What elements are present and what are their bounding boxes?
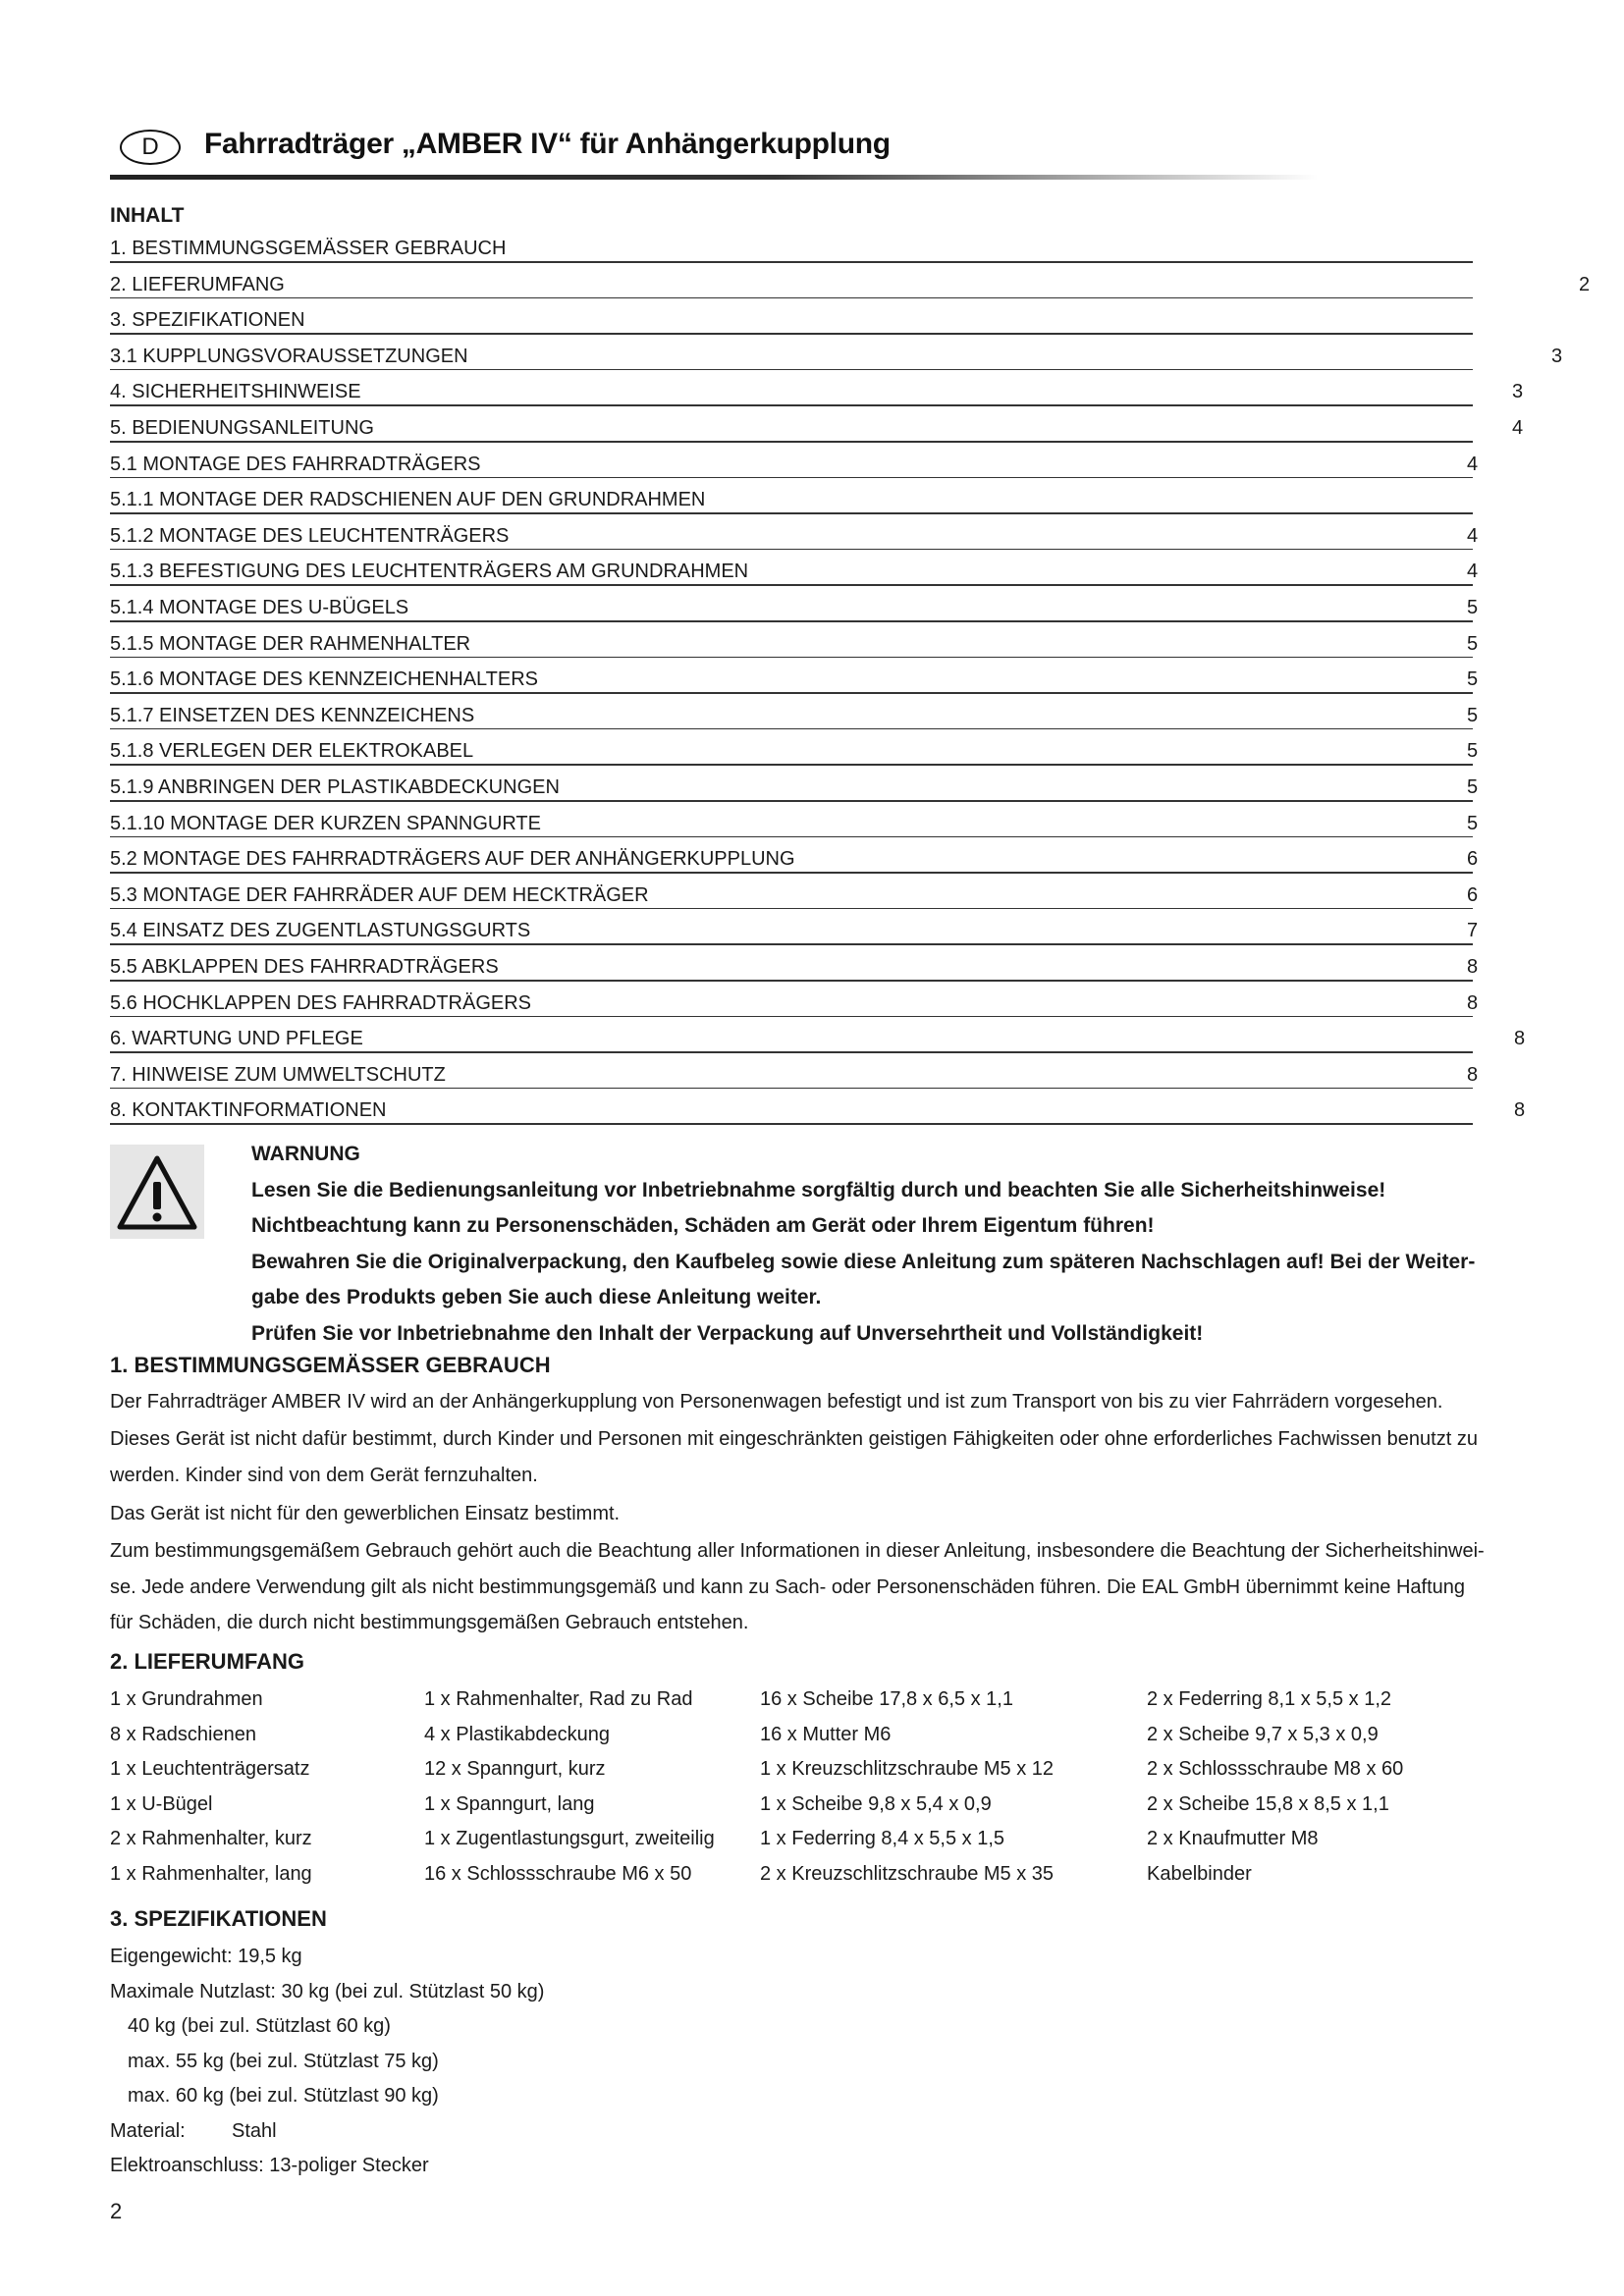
toc-leader-line	[110, 800, 1473, 802]
toc-leader-line	[110, 657, 1473, 659]
delivery-item: 1 x Grundrahmen	[110, 1688, 263, 1710]
usage-paragraph: Das Gerät ist nicht für den gewerblichen Einsatz bestimmt.	[110, 1503, 621, 1524]
toc-entry-label: 5.1 MONTAGE DES FAHRRADTRÄGERS	[110, 453, 481, 475]
toc-leader-line	[110, 369, 1473, 371]
toc-entry-label: 5.3 MONTAGE DER FAHRRÄDER AUF DEM HECKTRÄGER	[110, 883, 649, 906]
delivery-item: 1 x Scheibe 9,8 x 5,4 x 0,9	[760, 1792, 992, 1815]
delivery-item: 16 x Schlossschraube M6 x 50	[424, 1862, 692, 1885]
usage-paragraph: Der Fahrradträger AMBER IV wird an der Anhängerkupplung von Personenwagen befestigt und ist zum Transport von bis zu vier Fahrrädern vorgesehen.	[110, 1391, 1443, 1413]
toc-entry-page: 7	[1467, 920, 1479, 942]
delivery-item: 1 x Spanngurt, lang	[424, 1792, 595, 1815]
toc-entry-page: 4	[1512, 417, 1524, 439]
toc-entry	[110, 992, 1624, 1022]
delivery-item: 2 x Rahmenhalter, kurz	[110, 1828, 312, 1849]
toc-entry-label: 4. SICHERHEITSHINWEISE	[110, 381, 361, 403]
toc-entry-label: 5.4 EINSATZ DES ZUGENTLASTUNGSGURTS	[110, 920, 531, 942]
toc-entry	[110, 309, 1624, 339]
toc-leader-line	[110, 512, 1473, 514]
section-heading-delivery: 2. LIEFERUMFANG	[110, 1649, 305, 1674]
toc-entry-page: 6	[1467, 883, 1479, 906]
toc-entry-label: 5.1.4 MONTAGE DES U-BÜGELS	[110, 597, 409, 618]
toc-leader-line	[110, 297, 1473, 299]
toc-leader-line	[110, 728, 1473, 730]
spec-payload: 40 kg (bei zul. Stützlast 60 kg)	[128, 2015, 391, 2037]
toc-entry	[110, 920, 1624, 949]
toc-entry	[110, 1028, 1624, 1057]
toc-entry-label: 1. BESTIMMUNGSGEMÄSSER GEBRAUCH	[110, 238, 507, 259]
toc-entry	[110, 525, 1624, 555]
toc-entry-label: 7. HINWEISE ZUM UMWELTSCHUTZ	[110, 1063, 446, 1086]
section-heading-usage: 1. BESTIMMUNGSGEMÄSSER GEBRAUCH	[110, 1353, 551, 1377]
spec-payload: max. 55 kg (bei zul. Stützlast 75 kg)	[128, 2050, 439, 2072]
delivery-item: 4 x Plastikabdeckung	[424, 1723, 611, 1745]
toc-entry-page: 5	[1467, 776, 1479, 798]
toc-entry	[110, 381, 1624, 410]
toc-leader-line	[110, 872, 1473, 874]
toc-entry-page: 3	[1512, 381, 1524, 403]
section-heading-specs: 3. SPEZIFIKATIONEN	[110, 1906, 327, 1931]
toc-entry-page: 5	[1467, 812, 1479, 834]
toc-entry	[110, 776, 1624, 806]
toc-entry-page: 2	[1579, 273, 1591, 295]
toc-entry-page: 4	[1467, 453, 1479, 475]
page-title: Fahrradträger „AMBER IV“ für Anhängerkupplung	[204, 128, 891, 160]
delivery-item: 2 x Knaufmutter M8	[1147, 1828, 1319, 1849]
delivery-item: 16 x Mutter M6	[760, 1723, 892, 1745]
delivery-item: 2 x Schlossschraube M8 x 60	[1147, 1758, 1404, 1780]
toc-entry-label: 6. WARTUNG UND PFLEGE	[110, 1028, 363, 1050]
toc-leader-line	[110, 261, 1473, 263]
toc-entry-label: 5.1.5 MONTAGE DER RAHMENHALTER	[110, 632, 471, 655]
toc-entry-label: 5.1.2 MONTAGE DES LEUCHTENTRÄGERS	[110, 524, 510, 547]
toc-entry	[110, 346, 1624, 375]
warning-line: Nichtbeachtung kann zu Personenschäden, Schäden am Gerät oder Ihrem Eigentum führen!	[251, 1214, 1155, 1237]
delivery-column-2	[424, 1682, 715, 1892]
toc-entry	[110, 1064, 1624, 1094]
toc-entry	[110, 633, 1624, 663]
toc-entry-label: 5.5 ABKLAPPEN DES FAHRRADTRÄGERS	[110, 956, 499, 978]
toc-entry-label: 5.1.1 MONTAGE DER RADSCHIENEN AUF DEN GRUNDRAHMEN	[110, 489, 706, 511]
toc-entry	[110, 740, 1624, 770]
warning-line: Lesen Sie die Bedienungsanleitung vor Inbetriebnahme sorgfältig durch und beachten Sie alle Sicherheitshinweise!	[251, 1178, 1386, 1201]
warning-heading: WARNUNG	[251, 1143, 360, 1165]
toc-entry-label: 5.1.8 VERLEGEN DER ELEKTROKABEL	[110, 740, 474, 763]
toc-entry-page: 8	[1467, 991, 1479, 1014]
delivery-item: 1 x Rahmenhalter, Rad zu Rad	[424, 1688, 693, 1710]
toc-entry-page: 3	[1551, 345, 1563, 367]
toc-entry-page: 6	[1467, 848, 1479, 871]
delivery-item: 1 x Federring 8,4 x 5,5 x 1,5	[760, 1828, 1005, 1849]
toc-leader-line	[110, 1123, 1473, 1125]
delivery-item: 2 x Federring 8,1 x 5,5 x 1,2	[1147, 1688, 1392, 1710]
toc-entry-page: 8	[1514, 1028, 1526, 1050]
delivery-item: 1 x Leuchtenträgersatz	[110, 1758, 310, 1780]
page-number: 2	[110, 2199, 123, 2223]
toc-leader-line	[110, 1051, 1473, 1053]
delivery-column-1	[110, 1682, 312, 1892]
toc-entry	[110, 668, 1624, 698]
spec-payload: Maximale Nutzlast: 30 kg (bei zul. Stützlast 50 kg)	[110, 1980, 545, 2002]
delivery-item: Kabelbinder	[1147, 1862, 1252, 1885]
toc-entry-label: 5.1.3 BEFESTIGUNG DES LEUCHTENTRÄGERS AM GRUNDRAHMEN	[110, 561, 749, 583]
warning-line: Bewahren Sie die Originalverpackung, den Kaufbeleg sowie diese Anleitung zum späteren Nachschlagen auf! Bei der Weiter-	[251, 1250, 1476, 1273]
toc-entry-page: 5	[1467, 668, 1479, 691]
toc-leader-line	[110, 1016, 1473, 1018]
spec-material	[110, 2114, 544, 2150]
toc-entry-label: 3. SPEZIFIKATIONEN	[110, 309, 305, 332]
toc-leader-line	[110, 333, 1473, 335]
toc-leader-line	[110, 1088, 1473, 1090]
toc-leader-line	[110, 549, 1473, 551]
toc-leader-line	[110, 620, 1473, 622]
toc-leader-line	[110, 692, 1473, 694]
toc-entry-label: 5.6 HOCHKLAPPEN DES FAHRRADTRÄGERS	[110, 991, 531, 1014]
delivery-item: 1 x Zugentlastungsgurt, zweiteilig	[424, 1828, 715, 1849]
delivery-item: 2 x Scheibe 9,7 x 5,3 x 0,9	[1147, 1723, 1379, 1745]
delivery-item: 12 x Spanngurt, kurz	[424, 1758, 606, 1780]
warning-box	[251, 1137, 1528, 1352]
toc-entry-label: 5.1.10 MONTAGE DER KURZEN SPANNGURTE	[110, 812, 541, 834]
toc-entry-label: 5.1.9 ANBRINGEN DER PLASTIKABDECKUNGEN	[110, 776, 560, 798]
toc-entry-page: 5	[1467, 597, 1479, 618]
toc-leader-line	[110, 404, 1473, 406]
toc-entry	[110, 848, 1624, 878]
toc-entry	[110, 813, 1624, 842]
delivery-item: 1 x Kreuzschlitzschraube M5 x 12	[760, 1758, 1055, 1780]
toc-leader-line	[110, 836, 1473, 838]
toc-leader-line	[110, 908, 1473, 910]
toc-entry	[110, 1099, 1624, 1129]
usage-paragraph: Zum bestimmungsgemäßem Gebrauch gehört auch die Beachtung aller Informationen in dieser Anleitung, insbesondere die Beachtung der Sicherheitshinwei-se. Jede andere Verwendung gilt als nicht bestimmungsgemäß und kann zu Sach- oder Personenschäden führen. Die EAL GmbH übernimmt keine Haftung für Schäden, die durch nicht bestimmungsgemäßen Gebrauch entstehen.	[110, 1540, 1485, 1633]
toc-entry-page: 8	[1467, 956, 1479, 978]
delivery-column-4	[1147, 1682, 1403, 1892]
delivery-item: 8 x Radschienen	[110, 1723, 256, 1745]
toc-leader-line	[110, 584, 1473, 586]
delivery-item: 1 x U-Bügel	[110, 1792, 213, 1815]
toc-entry	[110, 489, 1624, 518]
toc-entry	[110, 956, 1624, 986]
language-badge: D	[120, 130, 181, 165]
toc-leader-line	[110, 477, 1473, 479]
toc-entry-label: 2. LIEFERUMFANG	[110, 273, 285, 295]
toc-leader-line	[110, 943, 1473, 945]
toc-entry-label: 5. BEDIENUNGSANLEITUNG	[110, 417, 374, 439]
usage-paragraph: Dieses Gerät ist nicht dafür bestimmt, durch Kinder und Personen mit eingeschränkten geistigen Fähigkeiten oder ohne erforderliches Fachwissen benutzt zu werden. Kinder sind von dem Gerät fernzuhalten.	[110, 1428, 1478, 1486]
delivery-column-3	[760, 1682, 1054, 1892]
toc-entry-page: 5	[1467, 740, 1479, 763]
delivery-item: 2 x Scheibe 15,8 x 8,5 x 1,1	[1147, 1792, 1389, 1815]
title-underline	[110, 175, 1318, 180]
toc-entry	[110, 238, 1624, 267]
toc-entry-page: 4	[1467, 524, 1479, 547]
delivery-item: 2 x Kreuzschlitzschraube M5 x 35	[760, 1862, 1055, 1885]
delivery-item: 16 x Scheibe 17,8 x 6,5 x 1,1	[760, 1688, 1013, 1710]
toc-entry-label: 3.1 KUPPLUNGSVORAUSSETZUNGEN	[110, 345, 468, 367]
page-header	[110, 126, 1318, 185]
toc-leader-line	[110, 980, 1473, 982]
toc-entry-page: 5	[1467, 704, 1479, 726]
toc-entry-page: 4	[1467, 561, 1479, 583]
toc-entry-label: 5.2 MONTAGE DES FAHRRADTRÄGERS AUF DER ANHÄNGERKUPPLUNG	[110, 848, 795, 871]
warning-triangle-icon	[110, 1145, 204, 1239]
toc-entry	[110, 417, 1624, 447]
spec-material-label: Material:	[110, 2119, 186, 2142]
toc-entry-page: 8	[1467, 1063, 1479, 1086]
toc-entry	[110, 274, 1624, 303]
warning-line: Prüfen Sie vor Inbetriebnahme den Inhalt der Verpackung auf Unversehrtheit und Vollständigkeit!	[251, 1321, 1204, 1345]
toc-entry	[110, 705, 1624, 734]
toc-entry	[110, 561, 1624, 590]
toc-heading: INHALT	[110, 204, 185, 227]
toc-entry	[110, 884, 1624, 914]
toc-entry-label: 5.1.7 EINSETZEN DES KENNZEICHENS	[110, 704, 475, 726]
specifications-list	[110, 1940, 544, 2184]
delivery-item: 1 x Rahmenhalter, lang	[110, 1862, 312, 1885]
toc-entry	[110, 454, 1624, 483]
spec-payload: max. 60 kg (bei zul. Stützlast 90 kg)	[128, 2085, 439, 2107]
spec-electric: Elektroanschluss: 13-poliger Stecker	[110, 2155, 429, 2176]
toc-entry-label: 5.1.6 MONTAGE DES KENNZEICHENHALTERS	[110, 668, 539, 691]
toc-entry-page: 8	[1514, 1099, 1526, 1122]
toc-entry	[110, 597, 1624, 626]
toc-leader-line	[110, 764, 1473, 766]
spec-material-value: Stahl	[232, 2119, 277, 2142]
warning-line: gabe des Produkts geben Sie auch diese Anleitung weiter.	[251, 1286, 822, 1308]
toc-entry-page: 5	[1467, 632, 1479, 655]
spec-weight: Eigengewicht: 19,5 kg	[110, 1946, 302, 1967]
toc-entry-label: 8. KONTAKTINFORMATIONEN	[110, 1099, 387, 1122]
toc-leader-line	[110, 441, 1473, 443]
